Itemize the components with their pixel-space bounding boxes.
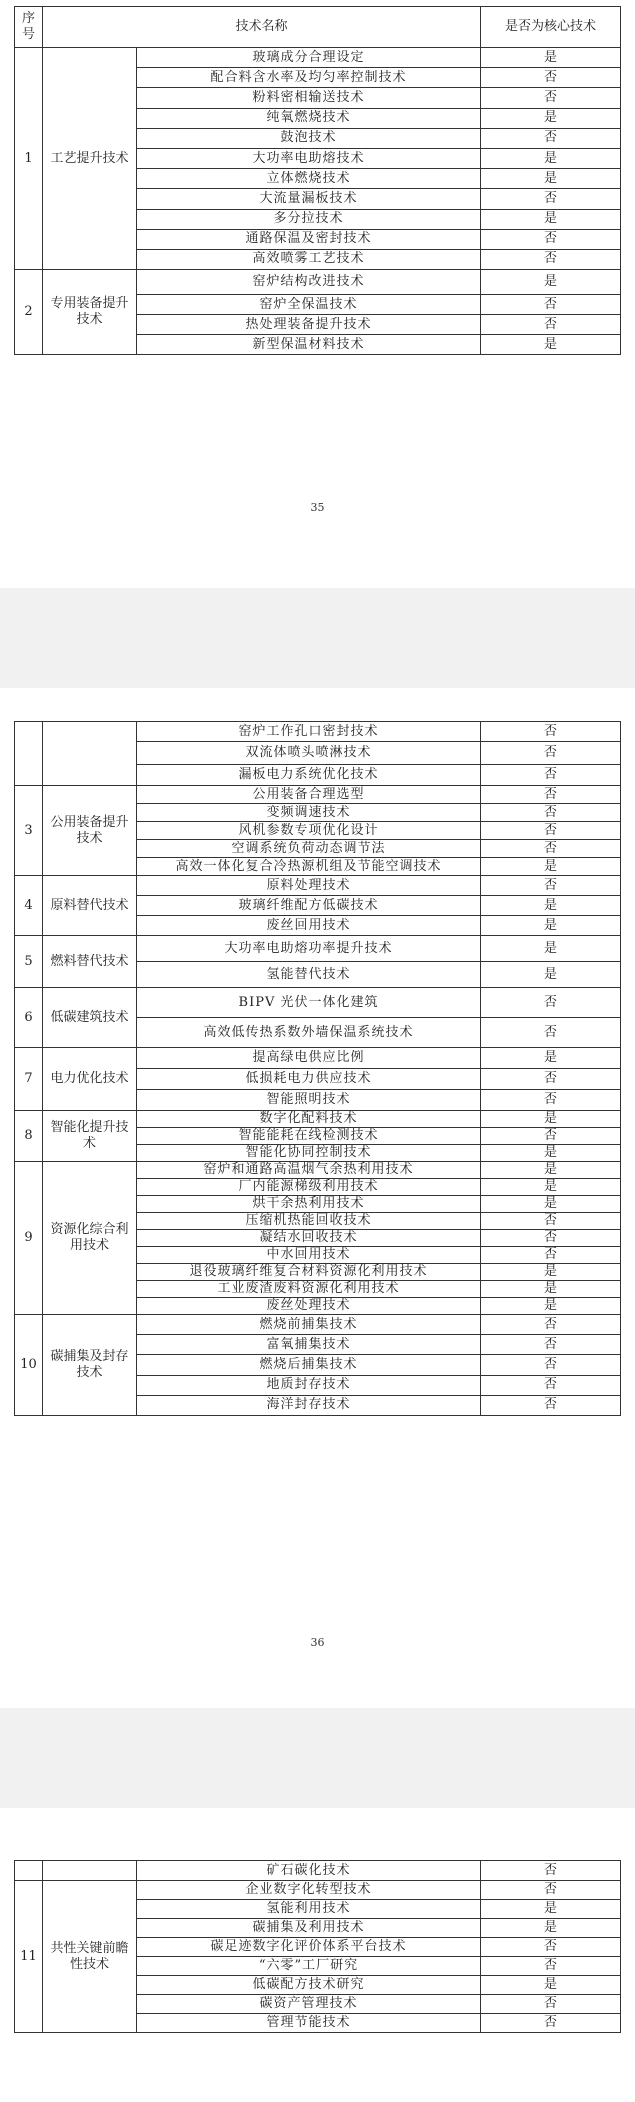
technology-name: 大流量漏板技术 [137,189,481,209]
core-technology-flag: 否 [481,840,621,858]
core-technology-flag: 否 [481,189,621,209]
core-technology-flag: 是 [481,148,621,168]
core-technology-flag: 否 [481,88,621,108]
core-technology-flag: 否 [481,2014,621,2033]
core-technology-flag: 否 [481,1355,621,1375]
technology-name: 大功率电助熔功率提升技术 [137,936,481,962]
category-name: 智能化提升技术 [43,1111,137,1162]
core-technology-flag: 否 [481,1315,621,1335]
category-name: 燃料替代技术 [43,936,137,988]
technology-name: 公用装备合理选型 [137,786,481,804]
technology-name: 纯氧燃烧技术 [137,108,481,128]
category-name: 工艺提升技术 [43,48,137,270]
table-row [15,48,621,68]
technology-name: 高效一体化复合冷热源机组及节能空调技术 [137,858,481,876]
table-row [15,1861,621,1881]
category-number: 7 [15,1048,43,1111]
technology-name: 地质封存技术 [137,1375,481,1395]
core-technology-flag: 否 [481,722,621,742]
core-technology-flag: 否 [481,1128,621,1145]
core-technology-flag: 否 [481,68,621,88]
technology-name: 废丝处理技术 [137,1298,481,1315]
category-number-cell [15,1861,43,1881]
category-name-cell [43,722,137,786]
core-technology-flag: 是 [481,1281,621,1298]
core-technology-flag: 是 [481,335,621,355]
category-number: 6 [15,988,43,1048]
core-technology-flag: 否 [481,1213,621,1230]
technology-table-page-3 [14,1860,621,2033]
table-row [15,786,621,804]
technology-name: 废丝回用技术 [137,916,481,936]
technology-name: 窑炉和通路高温烟气余热利用技术 [137,1162,481,1179]
technology-name: 碳资产管理技术 [137,1995,481,2014]
category-name: 低碳建筑技术 [43,988,137,1048]
technology-name: 鼓泡技术 [137,128,481,148]
technology-table-page-2 [14,721,621,1416]
core-technology-flag: 否 [481,1247,621,1264]
technology-name: 原料处理技术 [137,876,481,896]
technology-name: 中水回用技术 [137,1247,481,1264]
name-header: 技术名称 [43,7,481,48]
core-technology-flag: 否 [481,1881,621,1900]
core-technology-flag: 是 [481,48,621,68]
table-row [15,1048,621,1069]
technology-name: 智能照明技术 [137,1090,481,1111]
core-header: 是否为核心技术 [481,7,621,48]
technology-name: 富氧捕集技术 [137,1335,481,1355]
core-technology-flag: 否 [481,315,621,335]
core-technology-flag: 否 [481,1995,621,2014]
core-technology-flag: 否 [481,765,621,786]
technology-name: 燃烧后捕集技术 [137,1355,481,1375]
technology-name: 数字化配料技术 [137,1111,481,1128]
technology-name: 漏板电力系统优化技术 [137,765,481,786]
technology-name: 矿石碳化技术 [137,1861,481,1881]
table-row [15,936,621,962]
technology-name: 烘干余热利用技术 [137,1196,481,1213]
technology-name: 厂内能源梯级利用技术 [137,1179,481,1196]
table-row [15,1315,621,1335]
core-technology-flag: 是 [481,1298,621,1315]
table-row [15,876,621,896]
core-technology-flag: 是 [481,1976,621,1995]
core-technology-flag: 否 [481,742,621,765]
core-technology-flag: 否 [481,786,621,804]
core-technology-flag: 否 [481,128,621,148]
category-name: 原料替代技术 [43,876,137,936]
table-row [15,1162,621,1179]
technology-name: 粉料密相输送技术 [137,88,481,108]
category-number: 9 [15,1162,43,1315]
core-technology-flag: 否 [481,295,621,315]
core-technology-flag: 是 [481,1179,621,1196]
technology-name: BIPV 光伏一体化建筑 [137,988,481,1018]
core-technology-flag: 是 [481,1196,621,1213]
document-page-3 [0,1808,635,2102]
technology-name: 退役玻璃纤维复合材料资源化利用技术 [137,1264,481,1281]
category-number: 10 [15,1315,43,1416]
core-technology-flag: 否 [481,1069,621,1090]
core-technology-flag: 是 [481,896,621,916]
core-technology-flag: 否 [481,988,621,1018]
technology-name: 玻璃成分合理设定 [137,48,481,68]
seq-header: 序号 [15,7,43,48]
core-technology-flag: 是 [481,1145,621,1162]
technology-name: 窑炉工作孔口密封技术 [137,722,481,742]
technology-name: 新型保温材料技术 [137,335,481,355]
category-number: 8 [15,1111,43,1162]
core-technology-flag: 是 [481,962,621,988]
technology-name: 管理节能技术 [137,2014,481,2033]
core-technology-flag: 否 [481,1957,621,1976]
core-technology-flag: 是 [481,1111,621,1128]
core-technology-flag: 是 [481,108,621,128]
technology-name: 氢能利用技术 [137,1900,481,1919]
core-technology-flag: 是 [481,916,621,936]
category-name: 共性关键前瞻性技术 [43,1881,137,2033]
technology-name: 海洋封存技术 [137,1395,481,1415]
technology-name: 立体燃烧技术 [137,169,481,189]
core-technology-flag: 否 [481,1230,621,1247]
technology-name: 配合料含水率及均匀率控制技术 [137,68,481,88]
category-name: 碳捕集及封存技术 [43,1315,137,1416]
category-name: 专用装备提升技术 [43,270,137,355]
page-gap [0,1708,635,1808]
table-row [15,722,621,742]
technology-name: 碳捕集及利用技术 [137,1919,481,1938]
category-name: 电力优化技术 [43,1048,137,1111]
technology-name: 低碳配方技术研究 [137,1976,481,1995]
technology-name: 窑炉全保温技术 [137,295,481,315]
category-number: 4 [15,876,43,936]
core-technology-flag: 是 [481,270,621,295]
category-name: 公用装备提升技术 [43,786,137,876]
document-page-2 [0,688,635,1708]
page-number: 36 [310,1636,325,1649]
table-row [15,1111,621,1128]
core-technology-flag: 是 [481,209,621,229]
core-technology-flag: 是 [481,1048,621,1069]
technology-table-page-1 [14,6,621,355]
technology-name: 智能能耗在线检测技术 [137,1128,481,1145]
core-technology-flag: 否 [481,1018,621,1048]
core-technology-flag: 否 [481,1938,621,1957]
core-technology-flag: 是 [481,1162,621,1179]
technology-name: 氢能替代技术 [137,962,481,988]
technology-name: 多分拉技术 [137,209,481,229]
table-row [15,270,621,295]
table-row [15,1881,621,1900]
technology-name: 双流体喷头喷淋技术 [137,742,481,765]
technology-name: 智能化协同控制技术 [137,1145,481,1162]
technology-name: 燃烧前捕集技术 [137,1315,481,1335]
technology-name: 高效喷雾工艺技术 [137,249,481,269]
document-page-1 [0,0,635,588]
table-header-row [15,7,621,48]
core-technology-flag: 否 [481,822,621,840]
technology-name: 低损耗电力供应技术 [137,1069,481,1090]
core-technology-flag: 否 [481,876,621,896]
technology-name: 高效低传热系数外墙保温系统技术 [137,1018,481,1048]
core-technology-flag: 否 [481,804,621,822]
technology-name: “六零”工厂研究 [137,1957,481,1976]
core-technology-flag: 否 [481,1375,621,1395]
core-technology-flag: 否 [481,249,621,269]
category-number-cell [15,722,43,786]
technology-name: 热处理装备提升技术 [137,315,481,335]
page-number: 35 [310,501,325,514]
technology-name: 变频调速技术 [137,804,481,822]
table-row [15,988,621,1018]
technology-name: 碳足迹数字化评价体系平台技术 [137,1938,481,1957]
technology-name: 窑炉结构改进技术 [137,270,481,295]
core-technology-flag: 否 [481,1090,621,1111]
core-technology-flag: 是 [481,1264,621,1281]
core-technology-flag: 否 [481,229,621,249]
core-technology-flag: 是 [481,936,621,962]
page-gap [0,588,635,688]
technology-name: 压缩机热能回收技术 [137,1213,481,1230]
core-technology-flag: 否 [481,1861,621,1881]
technology-name: 凝结水回收技术 [137,1230,481,1247]
core-technology-flag: 否 [481,1335,621,1355]
category-name-cell [43,1861,137,1881]
core-technology-flag: 是 [481,169,621,189]
technology-name: 玻璃纤维配方低碳技术 [137,896,481,916]
category-number: 3 [15,786,43,876]
technology-name: 企业数字化转型技术 [137,1881,481,1900]
category-number: 5 [15,936,43,988]
category-number: 2 [15,270,43,355]
technology-name: 提高绿电供应比例 [137,1048,481,1069]
technology-name: 风机参数专项优化设计 [137,822,481,840]
category-number: 1 [15,48,43,270]
core-technology-flag: 否 [481,1395,621,1415]
technology-name: 工业废渣废料资源化利用技术 [137,1281,481,1298]
core-technology-flag: 是 [481,1919,621,1938]
technology-name: 大功率电助熔技术 [137,148,481,168]
category-number: 11 [15,1881,43,2033]
category-name: 资源化综合利用技术 [43,1162,137,1315]
technology-name: 通路保温及密封技术 [137,229,481,249]
core-technology-flag: 是 [481,858,621,876]
core-technology-flag: 是 [481,1900,621,1919]
technology-name: 空调系统负荷动态调节法 [137,840,481,858]
